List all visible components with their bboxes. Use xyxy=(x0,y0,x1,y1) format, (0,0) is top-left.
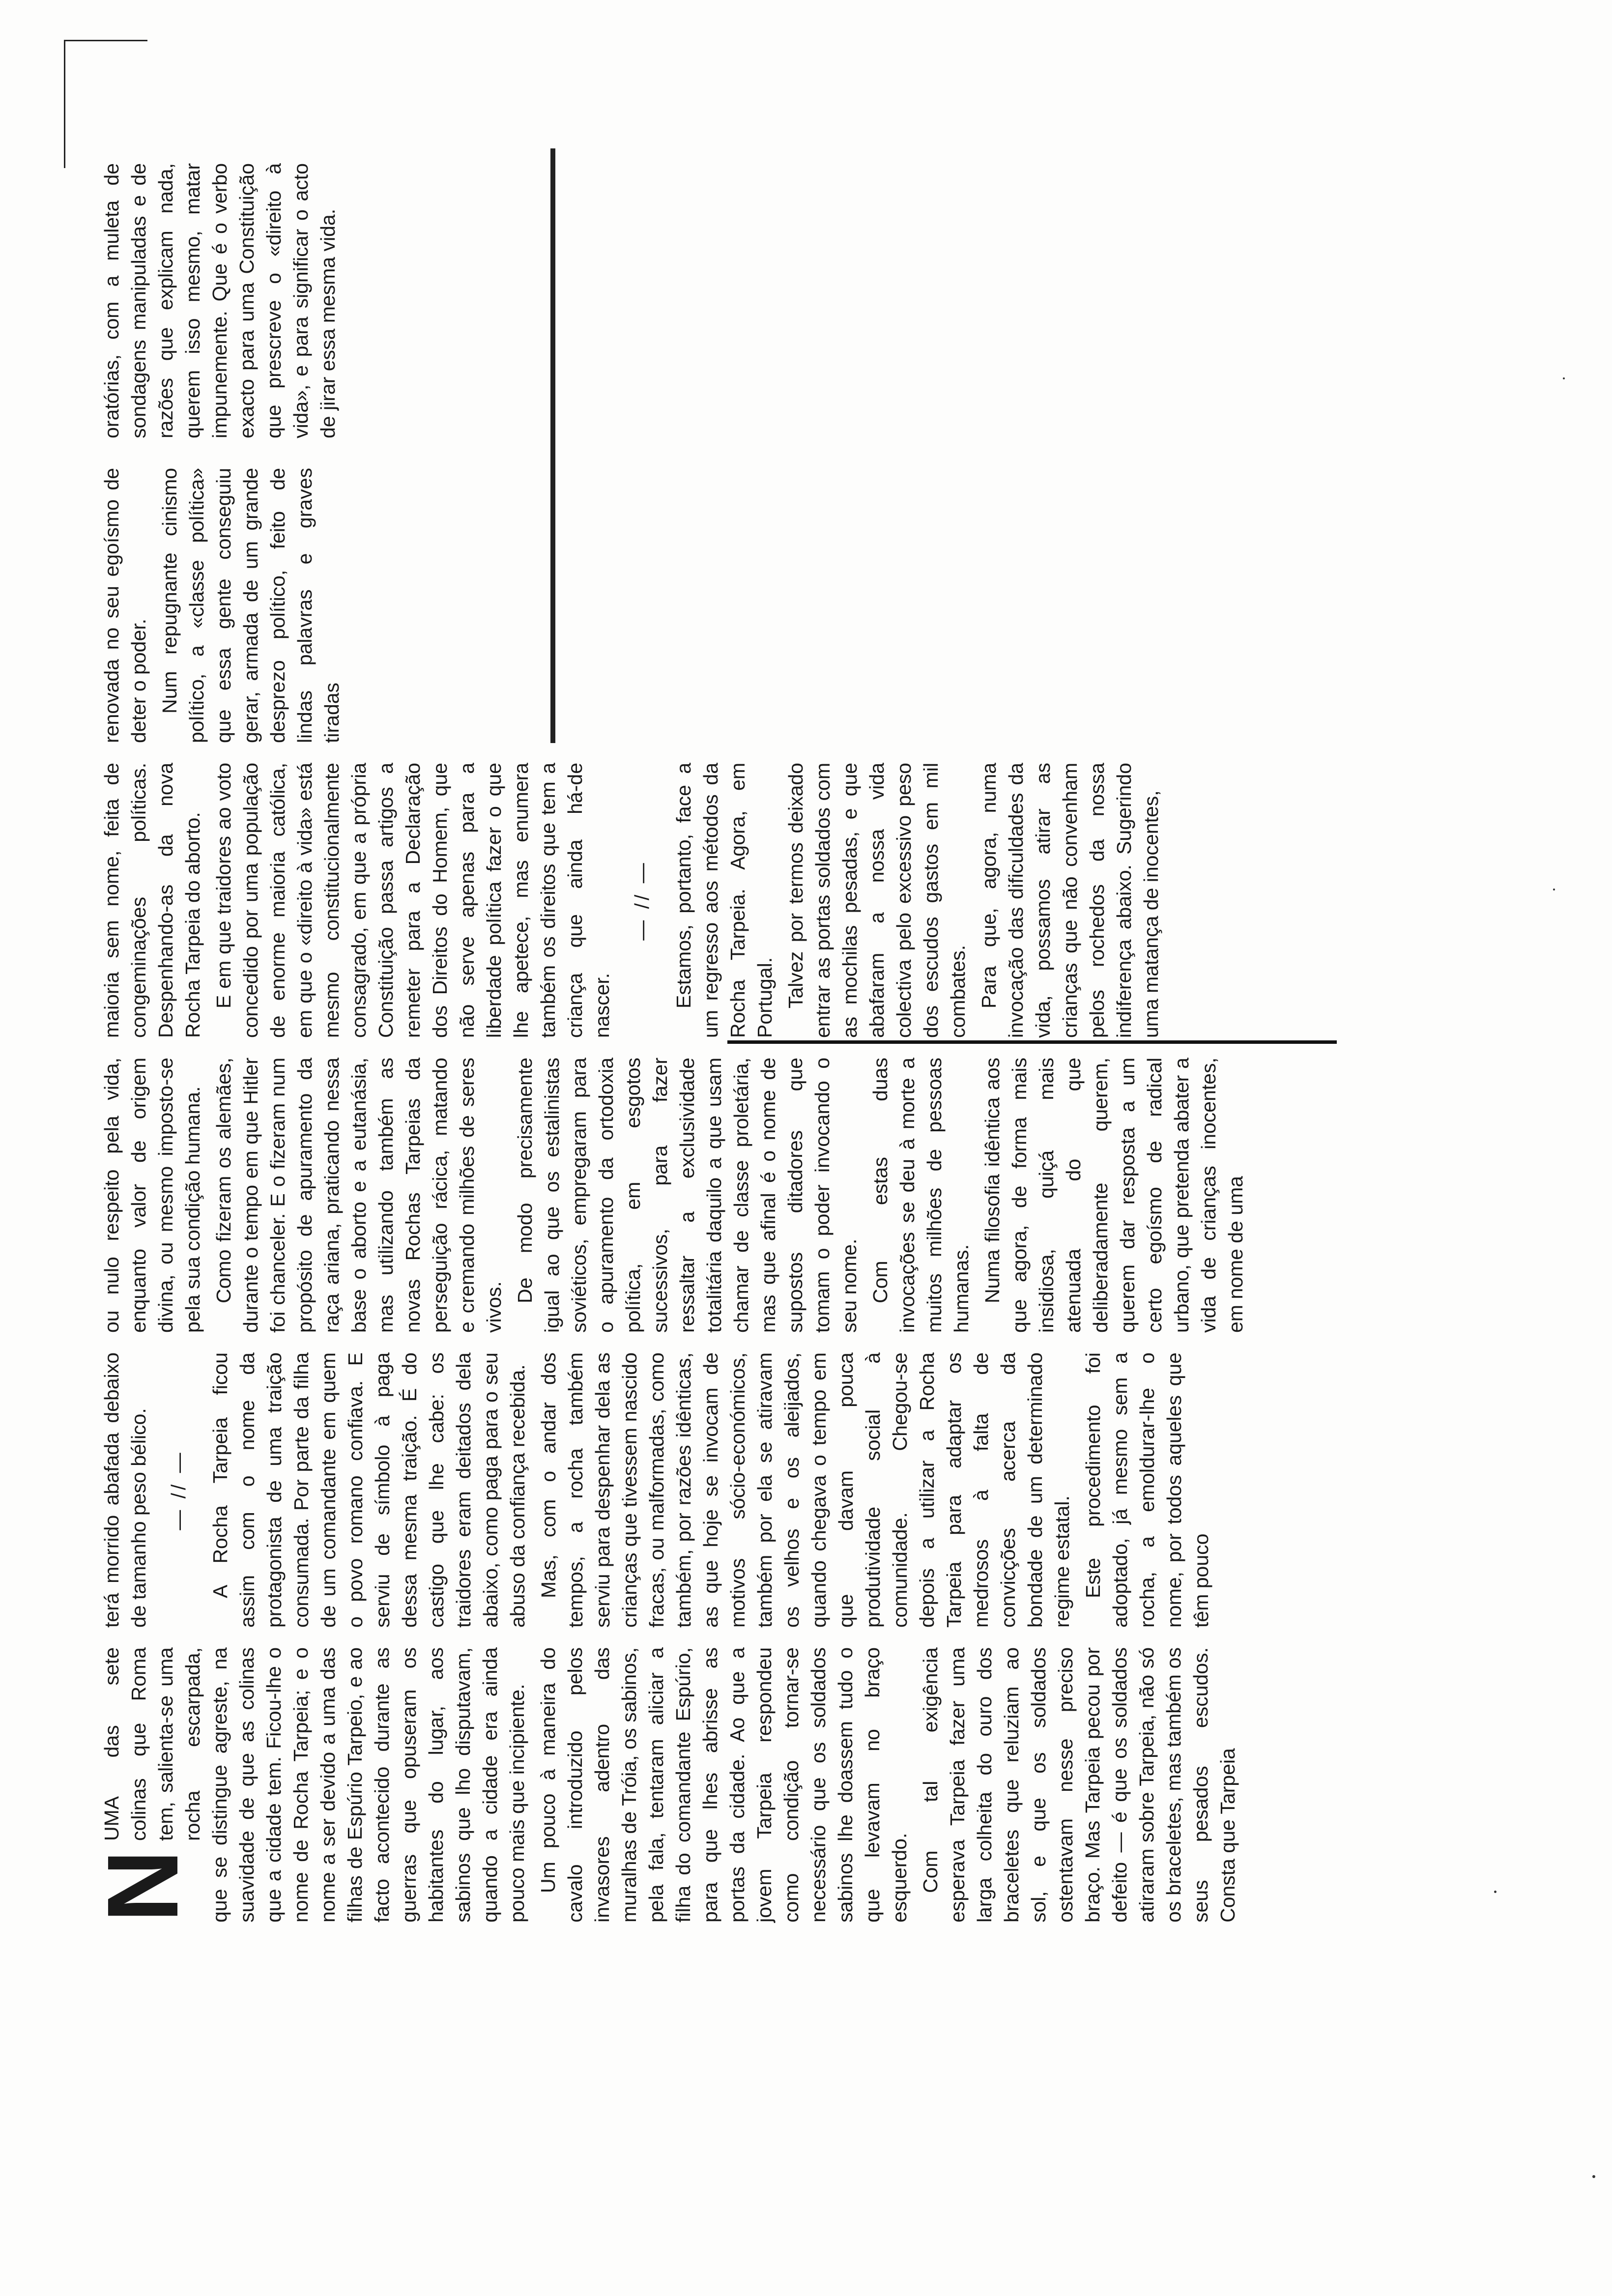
clipping-corner-mark xyxy=(64,40,65,168)
paragraph: Para que, agora, numa invocação das dificuldades da vida, possamos atirar as crianças que não convenham pelos rochedos da nossa indiferença abaixo. Sugerindo uma matança de inocentes, xyxy=(978,763,1162,1038)
paragraph: Com estas duas invocações se deu à morte a muitos milhões de pessoas humanas. xyxy=(869,1058,973,1333)
paragraph: Com tal exigência esperava Tarpeia fazer uma larga colheita do ouro dos braceletes que reluziam ao sol, e que os soldados ostentavam nesse preciso braço. Mas Tarpeia pecou por defeito — é que os soldados atiraram sobre Tarpeia, não só os braceletes, mas também os seus pesados escudos. Consta que Tarpeia xyxy=(919,1647,1239,1923)
article-column-2 xyxy=(98,1352,1297,1628)
article-column-3 xyxy=(98,1058,1297,1333)
paragraph: Estamos, portanto, face a um regresso aos métodos da Rocha Tarpeia. Agora, em Portugal. xyxy=(672,763,776,1038)
scan-speck xyxy=(1553,889,1555,890)
scan-speck xyxy=(1592,2175,1595,2178)
column-rule xyxy=(727,1040,1337,1044)
section-separator: — // — xyxy=(167,1450,190,1530)
paragraph: terá morrido abafada debaixo de tamanho peso bélico. xyxy=(100,1352,150,1628)
paragraph: A Rocha Tarpeia ficou assim com o nome da protagonista de uma traição consumada. Por parte da filha de um comandante em quem o povo romano confiava. E serviu de símbolo à paga dessa mesma traição. É do castigo que lhe cabe: os traidores eram deitados dela abaixo, como paga para o seu abuso da confiança recebida. xyxy=(209,1352,529,1628)
paragraph: Este procedimento foi adoptado, já mesmo sem a rocha, a emoldurar-lhe o nome, por todos aqueles que têm pouco xyxy=(1082,1352,1212,1628)
paragraph: De modo precisamente igual ao que os estalinistas soviéticos, empregaram para o apuramento da ortodoxia política, em esgotos sucessivos, para fazer ressaltar a exclusividade totalitária daquilo a que usam chamar de classe proletária, mas que afinal é o nome de supostos ditadores que tomam o poder invocando o seu nome. xyxy=(514,1058,861,1333)
article-column-6 xyxy=(98,163,403,438)
article-column-5 xyxy=(98,468,403,743)
paragraph: Como fizeram os alemães, durante o tempo em que Hitler foi chanceler. E o fizeram num propósito de apuramento da raça ariana, praticando nessa base o aborto e a eutanásia, mas utilizando também as novas Rochas Tarpeias da perseguição rácica, matando e cremando milhões de seres vivos. xyxy=(212,1058,505,1333)
scan-speck xyxy=(1494,1891,1497,1893)
clipping-corner-mark xyxy=(64,40,147,41)
paragraph: E em que traidores ao voto concedido por uma população de enorme maioria católica, em que o «direito à vida» está mesmo constitucionalmente consagrado, em que a própria Constituição passa artigos a remeter para a Declaração dos Direitos do Homem, que não serve apenas para a liberdade política fazer o que lhe apetece, mas enumera também os direitos que tem a criança que ainda há-de nascer. xyxy=(212,763,613,1038)
paragraph: ou nulo respeito pela vida, enquanto valor de origem divina, ou mesmo imposto-se pela sua condição humana. xyxy=(100,1058,204,1333)
scan-speck xyxy=(1563,377,1565,379)
paragraph: Num repugnante cinismo político, a «classe política» que essa gente conseguiu gerar, armada de um grande desprezo político, feito de lindas palavras e graves tiradas xyxy=(158,468,343,743)
article-column-4 xyxy=(98,763,1297,1038)
paragraph: Um pouco à maneira do cavalo introduzido pelos invasores adentro das muralhas de Tróia, os sabinos, pela fala, tentaram aliciar a filha do comandante Espúrio, para que lhes abrisse as portas da cidade. Ao que a jovem Tarpeia respondeu como condição tornar-se necessário que os soldados sabinos lhe doassem tudo o que levavam no braço esquerdo. xyxy=(537,1647,911,1923)
horizontal-rule xyxy=(550,148,555,743)
paragraph: UMA das sete colinas que Roma tem, salienta-se uma rocha escarpada, que se distingue agreste, na suavidade de que as colinas que a cidade tem. Ficou-lhe o nome de Rocha Tarpeia; e o nome a ser devido a uma das filhas de Espúrio Tarpeio, e ao facto acontecido durante as guerras que opuseram os habitantes do lugar, aos sabinos que lho disputavam, quando a cidade era ainda pouco mais que incipiente. xyxy=(100,1647,528,1923)
paragraph: Talvez por termos deixado entrar as portas soldados com as mochilas pesadas, e que abafaram a nossa vida colectiva pelo excessivo peso dos escudos gastos em mil combates. xyxy=(784,763,969,1038)
article-column-1 xyxy=(86,1647,1297,1923)
paragraph: Numa filosofia idêntica aos que agora, de forma mais insidiosa, quiçá mais atenuada do que deliberadamente querem, querem dar resposta a um certo egoísmo de radical urbano, que pretenda abater a vida de crianças inocentes, em nome de uma xyxy=(981,1058,1247,1333)
paragraph: maioria sem nome, feita de congeminações políticas. Despenhando-as da nova Rocha Tarpeia do aborto. xyxy=(100,763,204,1038)
section-separator: — // — xyxy=(631,860,653,941)
paragraph: oratórias, com a muleta de sondagens manipuladas e de razões que explicam nada, querem isso mesmo, matar impunemente. Que é o verbo exacto para uma Constituição que prescreve o «direito à vida», e para significar o acto de jirar essa mesma vida. xyxy=(100,163,339,438)
paragraph: Mas, com o andar dos tempos, a rocha também serviu para despenhar dela as crianças que tivessem nascido fracas, ou malformadas, como também, por razões idênticas, as que hoje se invocam de motivos sócio-económicos, também por ela se atiravam os velhos e os aleijados, quando chegava o tempo em que davam pouca produtividade social à comunidade. Chegou-se depois a utilizar a Rocha Tarpeia para adaptar os medrosos à falta de convicções acerca da bondade de um determinado regime estatal. xyxy=(537,1352,1073,1628)
paragraph: renovada no seu egoísmo de deter o poder. xyxy=(100,468,150,743)
drop-cap: N xyxy=(86,1849,199,1923)
